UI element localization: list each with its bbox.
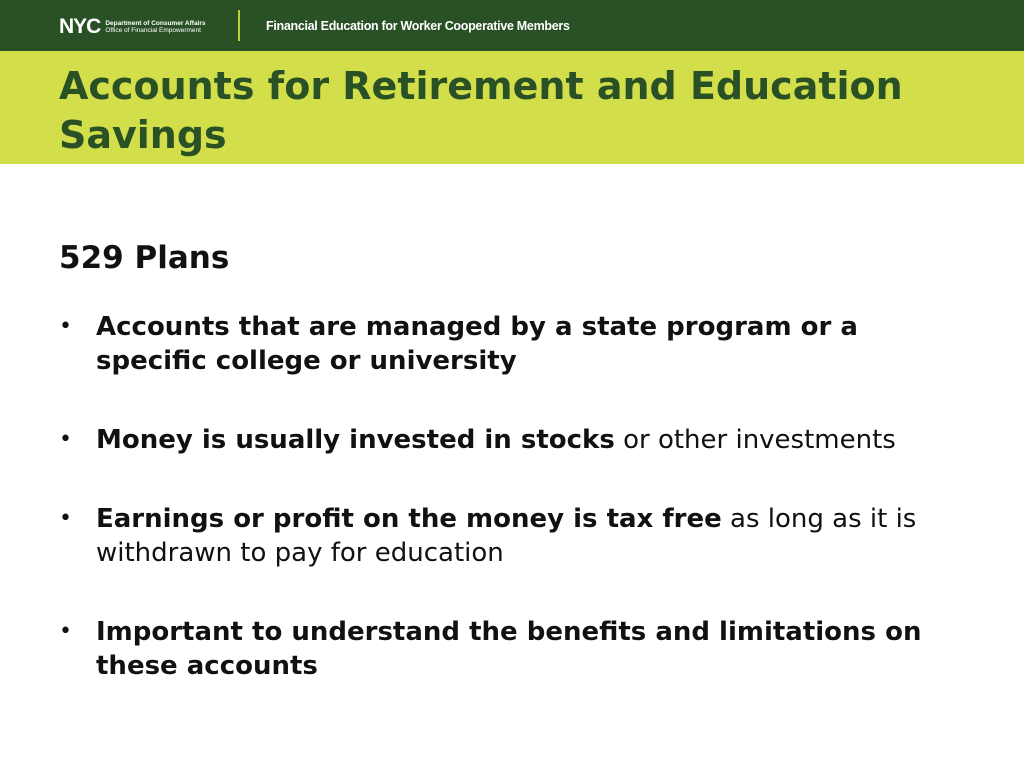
- bullet-item: [59, 310, 959, 378]
- logo-text: [105, 20, 205, 34]
- header-bar: [0, 0, 1024, 51]
- bullet-bold-text: Accounts that are managed by a state program or a specific college or university: [96, 312, 858, 376]
- program-title: Financial Education for Worker Cooperative Members: [266, 19, 570, 33]
- bullet-icon: •: [59, 619, 72, 644]
- logo-department: Department of Consumer Affairs: [105, 20, 206, 27]
- logo-office: Office of Financial Empowerment: [105, 27, 201, 34]
- header-divider: [238, 10, 240, 41]
- bullet-item: [59, 423, 959, 457]
- section-heading: 529 Plans: [59, 240, 230, 276]
- slide-title: Accounts for Retirement and Education Savings: [59, 64, 903, 157]
- bullet-bold-text: Important to understand the benefits and limitations on these accounts: [96, 617, 922, 681]
- bullet-item: [59, 615, 959, 683]
- bullet-bold-text: Money is usually invested in stocks: [96, 425, 615, 455]
- bullet-item: [59, 502, 959, 570]
- bullet-text: as long as it is withdrawn to pay for education: [96, 504, 917, 568]
- bullet-icon: •: [59, 314, 72, 339]
- bullet-bold-text: Earnings or profit on the money is tax free: [96, 504, 722, 534]
- bullet-icon: •: [59, 427, 72, 452]
- bullet-text: or other investments: [614, 425, 896, 455]
- bullet-list: [59, 310, 959, 728]
- bullet-icon: •: [59, 506, 72, 531]
- nyc-logo: [59, 17, 206, 37]
- logo-mark: NYC: [59, 15, 101, 38]
